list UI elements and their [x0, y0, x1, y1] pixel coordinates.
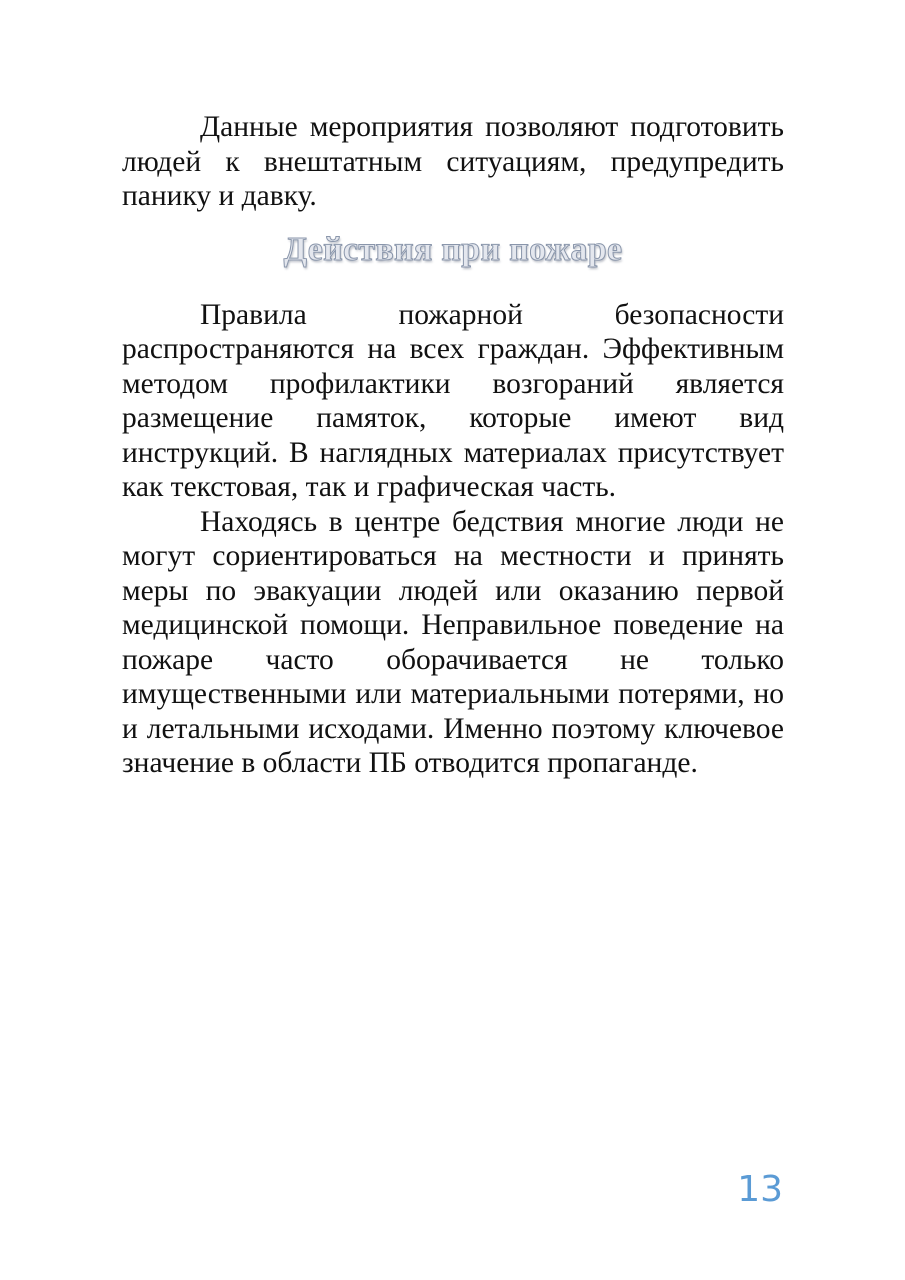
paragraph-intro: Данные мероприятия позволяют подготовить людей к внештатным ситуациям, предупредить панику и давку.	[122, 111, 784, 212]
page-content	[122, 110, 784, 781]
page-number: 13	[737, 1169, 783, 1210]
paragraph-fire-safety-rules: Правила пожарной безопасности распространяются на всех граждан. Эффективным методом профилактики возгораний является размещение памяток, которые имеют вид инструкций. В наглядных материалах присутствует как текстовая, так и графическая часть.	[122, 298, 784, 503]
section-heading: Действия при пожаре	[283, 230, 623, 268]
paragraph-fire-behavior: Находясь в центре бедствия многие люди не могут сориентироваться на местности и принять меры по эвакуации людей или оказанию первой медицинской помощи. Неправильное поведение на пожаре часто оборачивается не только имущественными или материальными потерями, но и летальными исходами. Именно поэтому ключевое значение в области ПБ отводится пропаганде.	[122, 505, 784, 779]
